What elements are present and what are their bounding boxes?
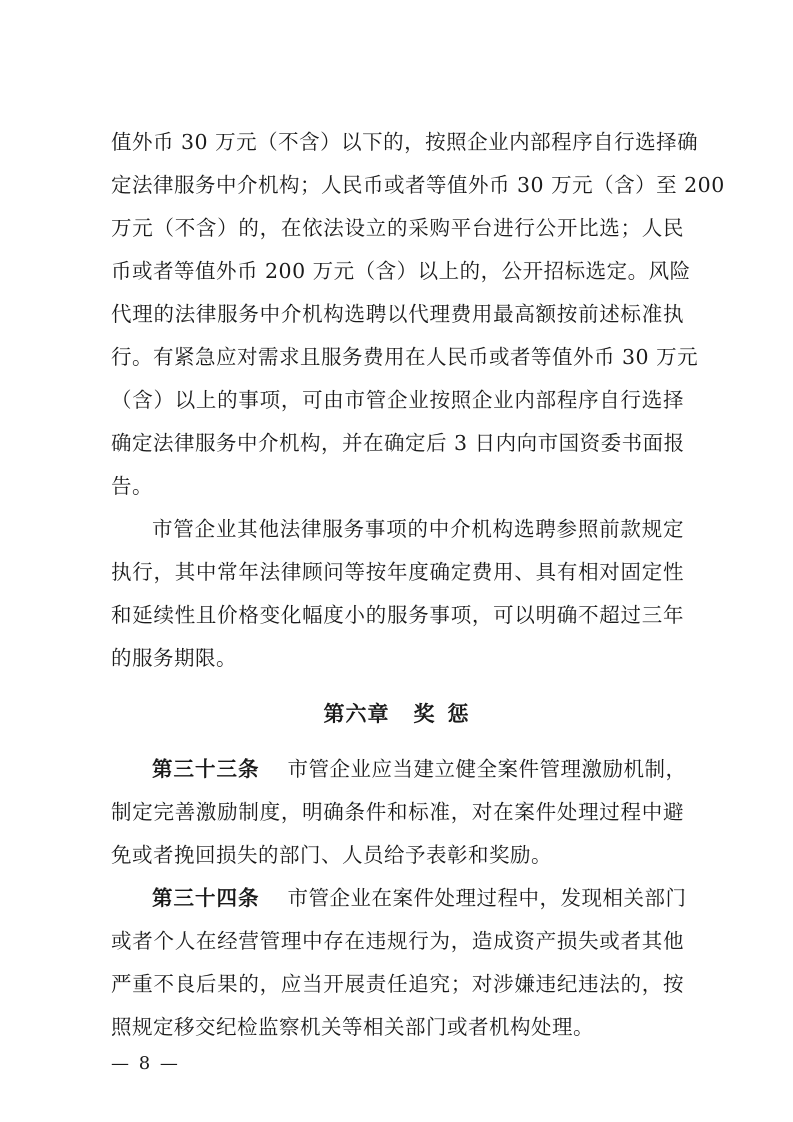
paragraph-line: 照规定移交纪检监察机关等相关部门或者机构处理。 bbox=[111, 1015, 594, 1039]
paragraph-line: 免或者挽回损失的部门、人员给予表彰和奖励。 bbox=[111, 843, 552, 867]
paragraph-line: 行。有紧急应对需求且服务费用在人民币或者等值外币 30 万元 bbox=[111, 345, 699, 369]
paragraph-line: 的服务期限。 bbox=[111, 646, 237, 670]
paragraph-line: 告。 bbox=[111, 474, 153, 498]
paragraph-line: 定法律服务中介机构；人民币或者等值外币 30 万元（含）至 200 bbox=[111, 173, 725, 197]
paragraph-line: 市管企业其他法律服务事项的中介机构选聘参照前款规定 bbox=[152, 517, 684, 541]
article-label: 第三十四条 bbox=[152, 886, 260, 910]
paragraph-line: 确定法律服务中介机构，并在确定后 3 日内向市国资委书面报 bbox=[111, 431, 685, 455]
paragraph-line: 代理的法律服务中介机构选聘以代理费用最高额按前述标准执 bbox=[111, 302, 684, 326]
chapter-heading bbox=[0, 701, 793, 727]
article-text: 市管企业在案件处理过程中，发现相关部门 bbox=[287, 886, 687, 910]
chapter-title-part1: 奖 bbox=[413, 701, 436, 726]
chapter-number: 第六章 bbox=[323, 701, 390, 726]
paragraph-line: 币或者等值外币 200 万元（含）以上的，公开招标选定。风险 bbox=[111, 259, 691, 283]
chapter-title-part2: 惩 bbox=[447, 701, 470, 726]
page-number: — 8 — bbox=[111, 1053, 180, 1074]
article-first-line bbox=[152, 756, 687, 782]
paragraph-line: 值外币 30 万元（不含）以下的，按照企业内部程序自行选择确 bbox=[111, 130, 699, 154]
paragraph-line: 严重不良后果的，应当开展责任追究；对涉嫌违纪违法的，按 bbox=[111, 972, 684, 996]
paragraph-line: 万元（不含）的，在依法设立的采购平台进行公开比选；人民 bbox=[111, 216, 684, 240]
paragraph-line: （含）以上的事项，可由市管企业按照企业内部程序自行选择 bbox=[111, 388, 684, 412]
article-first-line bbox=[152, 885, 687, 911]
article-text: 市管企业应当建立健全案件管理激励机制， bbox=[287, 757, 687, 781]
paragraph-line: 和延续性且价格变化幅度小的服务事项，可以明确不超过三年 bbox=[111, 603, 684, 627]
paragraph-line: 或者个人在经营管理中存在违规行为，造成资产损失或者其他 bbox=[111, 929, 684, 953]
paragraph-line: 执行，其中常年法律顾问等按年度确定费用、具有相对固定性 bbox=[111, 560, 684, 584]
paragraph-line: 制定完善激励制度，明确条件和标准，对在案件处理过程中避 bbox=[111, 800, 684, 824]
article-label: 第三十三条 bbox=[152, 757, 260, 781]
